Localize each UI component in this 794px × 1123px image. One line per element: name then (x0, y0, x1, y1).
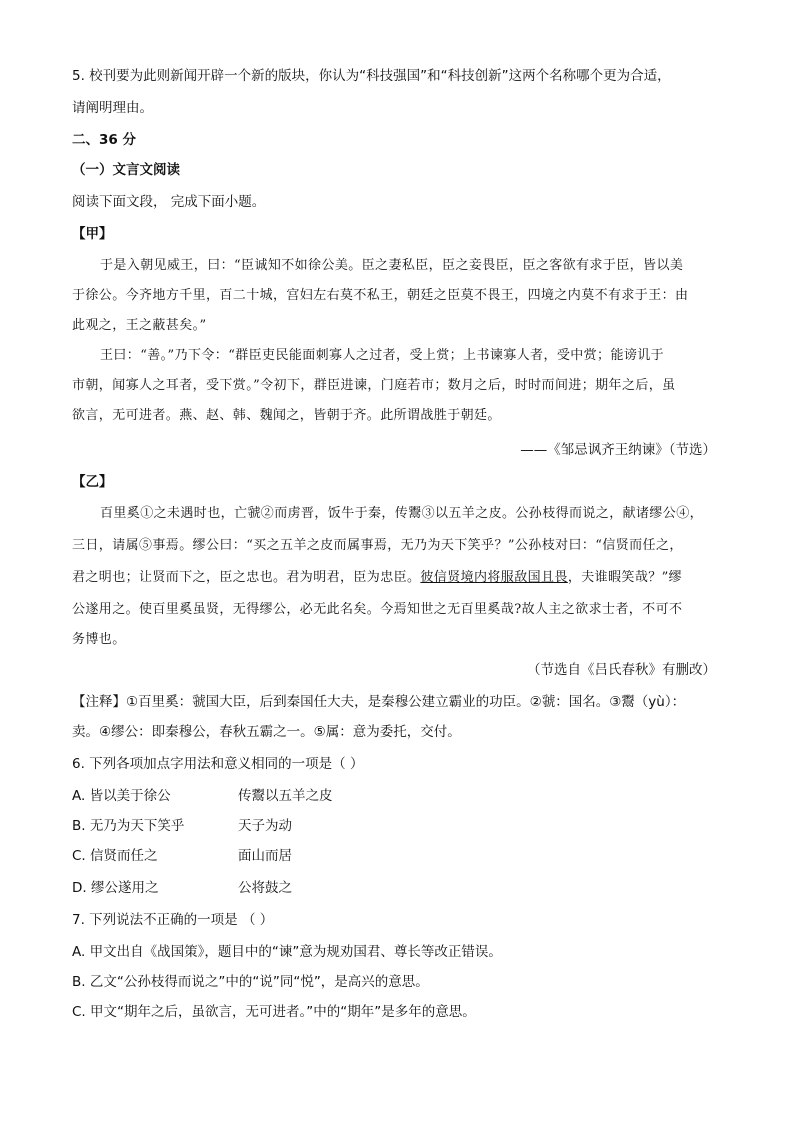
yi-line-3 (72, 568, 682, 588)
q6-option-d (72, 878, 292, 898)
jia-p2-line-2: 市朝，闻寡人之耳者，受下赏。”令初下，群臣进谏，门庭若市；数月之后，时时而间进；期年之后，虽 (72, 378, 676, 393)
q7-option-b: B. 乙文“公孙枝得而说之”中的“说”同“悦”，是高兴的意思。 (72, 974, 429, 990)
section-title: 二、36 分 (72, 132, 136, 148)
q6-option-c-left: 信贤而任之 (90, 848, 158, 864)
yi-line-2: 三日，请属⑤事焉。缪公曰：“买之五羊之皮而属事焉，无乃为天下笑乎？”公孙枝对曰：“信贤而任之， (72, 538, 683, 553)
q6-option-c-right: 面山而居 (238, 848, 292, 864)
yi-line-3-before: 君之明也；让贤而下之，臣之忠也。君为明君，臣为忠臣。 (72, 570, 421, 585)
q6-option-d-label: D. (72, 880, 87, 896)
notes-line-2: 卖。④缪公：即秦穆公，春秋五霸之一。⑤属：意为委托，交付。 (72, 724, 461, 740)
notes-line-1: 【注释】①百里奚：虢国大臣，后到秦国任大夫，是秦穆公建立霸业的功臣。②虢：国名。③鬻（yù）： (72, 694, 686, 710)
q5-line-2: 请阐明理由。 (72, 100, 153, 116)
yi-line-3-after: ，夫谁暇笑哉？”缪 (567, 570, 683, 585)
q6-option-b (72, 816, 292, 836)
yi-line-3-underlined: 彼信贤境内将服敌国且畏 (420, 570, 568, 585)
q6-option-d-right: 公将鼓之 (238, 880, 292, 896)
yi-line-1: 百里奚①之未遇时也，亡虢②而虏晋，饭牛于秦，传鬻③以五羊之皮。公孙枝得而说之，献诸缪公④， (100, 506, 704, 521)
q6-option-b-label: B. (72, 818, 86, 834)
jia-p1-line-1: 于是入朝见威王，曰：“臣诚知不如徐公美。臣之妻私臣，臣之妾畏臣，臣之客欲有求于臣，皆以美 (100, 258, 684, 273)
q7-option-a: A. 甲文出自《战国策》，题目中的“谏”意为规劝国君、尊长等改正错误。 (72, 944, 502, 960)
q5-line-1: 5. 校刊要为此则新闻开辟一个新的版块，你认为“科技强国”和“科技创新”这两个名称哪个更为合适， (72, 68, 671, 84)
reading-instruction: 阅读下面文段， 完成下面小题。 (72, 194, 266, 210)
q6-option-d-left: 缪公遂用之 (90, 880, 159, 896)
q7-stem: 7. 下列说法不正确的一项是 （ ） (72, 912, 274, 928)
passage-yi-label: 【乙】 (72, 474, 113, 490)
jia-p2-line-1: 王曰：“善。”乃下令：“群臣吏民能面刺寡人之过者，受上赏；上书谏寡人者，受中赏；能谤讥于 (100, 348, 665, 363)
q7-option-c: C. 甲文“期年之后，虽欲言，无可进者。”中的“期年”是多年的意思。 (72, 1004, 476, 1020)
q6-option-a (72, 786, 333, 806)
jia-source: ——《邹忌讽齐王纳谏》（节选） (520, 442, 716, 458)
yi-line-4: 公遂用之。使百里奚虽贤，无得缪公，必无此名矣。今焉知世之无百里奚哉?故人主之欲求士者，不可不 (72, 602, 683, 617)
section-subtitle: （一）文言文阅读 (72, 162, 180, 178)
yi-source: （节选自《吕氏春秋》有删改） (527, 662, 716, 678)
q6-option-c-label: C. (72, 848, 86, 864)
q6-option-b-right: 天子为动 (238, 818, 292, 834)
jia-p1-line-2: 于徐公。今齐地方千里，百二十城，宫妇左右莫不私王，朝廷之臣莫不畏王，四境之内莫不有求于王：由 (72, 288, 689, 303)
passage-jia-label: 【甲】 (72, 226, 113, 242)
q6-option-a-right: 传鬻以五羊之皮 (238, 788, 333, 804)
jia-p2-line-3: 欲言，无可进者。燕、赵、韩、魏闻之，皆朝于齐。此所谓战胜于朝廷。 (72, 408, 501, 423)
q6-option-a-label: A. (72, 788, 86, 804)
q6-stem: 6. 下列各项加点字用法和意义相同的一项是（ ） (72, 756, 364, 772)
yi-line-5: 务博也。 (72, 632, 126, 647)
q6-option-b-left: 无乃为天下笑乎 (89, 818, 185, 834)
q6-option-a-left: 皆以美于徐公 (89, 788, 171, 804)
jia-p1-line-3: 此观之，王之蔽甚矣。” (72, 318, 207, 333)
q6-option-c (72, 846, 292, 866)
